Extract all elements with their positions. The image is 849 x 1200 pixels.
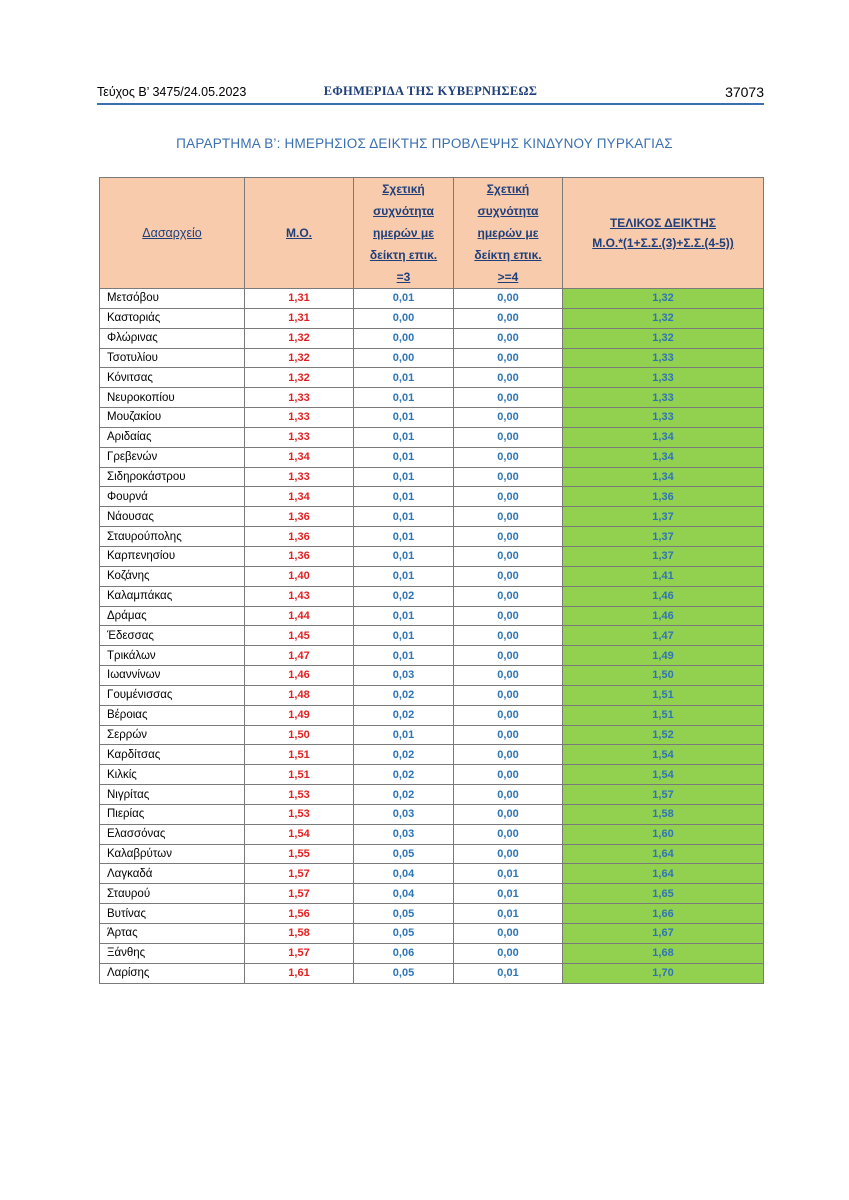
col-header-mean: Μ.Ο. [245,178,354,289]
forestry-name-cell: Φουρνά [100,487,245,507]
forestry-name-cell: Καρδίτσας [100,745,245,765]
freq3-cell: 0,01 [354,725,454,745]
col-header-final-index: ΤΕΛΙΚΟΣ ΔΕΙΚΤΗΣ Μ.Ο.*(1+Σ.Σ.(3)+Σ.Σ.(4-5)) [563,178,764,289]
forestry-name-cell: Καλαμπάκας [100,586,245,606]
freq3-cell: 0,00 [354,308,454,328]
mean-cell: 1,32 [245,328,354,348]
freq45-cell: 0,00 [454,467,563,487]
freq45-cell: 0,00 [454,388,563,408]
freq45-cell: 0,00 [454,487,563,507]
col-header-freq3: Σχετική συχνότητα ημερών με δείκτη επικ. =3 [354,178,454,289]
final-index-cell: 1,60 [563,824,764,844]
mean-cell: 1,47 [245,646,354,666]
freq3-cell: 0,01 [354,447,454,467]
freq3-cell: 0,01 [354,388,454,408]
table-row [100,447,764,467]
forestry-name-cell: Καλαβρύτων [100,844,245,864]
final-index-cell: 1,36 [563,487,764,507]
freq45-cell: 0,01 [454,864,563,884]
header-rule [97,103,764,105]
forestry-name-cell: Καστοριάς [100,308,245,328]
forestry-name-cell: Έδεσσας [100,626,245,646]
forestry-name-cell: Βυτίνας [100,904,245,924]
freq3-cell: 0,02 [354,765,454,785]
table-row [100,566,764,586]
table-row [100,904,764,924]
mean-cell: 1,61 [245,963,354,983]
final-index-cell: 1,37 [563,527,764,547]
final-index-cell: 1,41 [563,566,764,586]
table-row [100,348,764,368]
final-index-cell: 1,46 [563,586,764,606]
journal-title: ΕΦΗΜΕΡΙΔΑ ΤΗΣ ΚΥΒΕΡΝΗΣΕΩΣ [323,84,538,98]
table-row [100,884,764,904]
mean-cell: 1,36 [245,527,354,547]
freq45-cell: 0,00 [454,844,563,864]
forestry-name-cell: Σερρών [100,725,245,745]
freq45-cell: 0,00 [454,348,563,368]
freq45-cell: 0,00 [454,765,563,785]
final-index-cell: 1,57 [563,785,764,805]
mean-cell: 1,50 [245,725,354,745]
forestry-name-cell: Ξάνθης [100,943,245,963]
forestry-name-cell: Γρεβενών [100,447,245,467]
table-row [100,606,764,626]
mean-cell: 1,44 [245,606,354,626]
mean-cell: 1,57 [245,943,354,963]
table-header-row [100,178,764,289]
final-index-cell: 1,34 [563,427,764,447]
table-row [100,943,764,963]
forestry-name-cell: Νιγρίτας [100,785,245,805]
page-number: 37073 [725,84,764,100]
freq3-cell: 0,01 [354,467,454,487]
mean-cell: 1,43 [245,586,354,606]
freq3-cell: 0,03 [354,666,454,686]
freq45-cell: 0,00 [454,666,563,686]
forestry-name-cell: Δράμας [100,606,245,626]
freq45-cell: 0,00 [454,725,563,745]
forestry-name-cell: Νευροκοπίου [100,388,245,408]
freq3-cell: 0,00 [354,328,454,348]
table-row [100,685,764,705]
mean-cell: 1,51 [245,745,354,765]
table-row [100,328,764,348]
forestry-name-cell: Λαγκαδά [100,864,245,884]
forestry-name-cell: Σταυρού [100,884,245,904]
forestry-name-cell: Ιωαννίνων [100,666,245,686]
freq45-cell: 0,00 [454,606,563,626]
freq45-cell: 0,00 [454,408,563,428]
table-row [100,705,764,725]
mean-cell: 1,57 [245,864,354,884]
freq3-cell: 0,01 [354,606,454,626]
freq3-cell: 0,02 [354,745,454,765]
mean-cell: 1,33 [245,408,354,428]
table-row [100,507,764,527]
mean-cell: 1,53 [245,785,354,805]
freq3-cell: 0,03 [354,824,454,844]
col-header-forestry: Δασαρχείο [100,178,245,289]
table-row [100,527,764,547]
mean-cell: 1,32 [245,348,354,368]
final-index-cell: 1,66 [563,904,764,924]
forestry-name-cell: Μετσόβου [100,289,245,309]
freq45-cell: 0,00 [454,804,563,824]
mean-cell: 1,36 [245,507,354,527]
table-row [100,804,764,824]
mean-cell: 1,34 [245,447,354,467]
table-row [100,487,764,507]
forestry-name-cell: Κοζάνης [100,566,245,586]
final-index-cell: 1,67 [563,924,764,944]
freq45-cell: 0,01 [454,904,563,924]
freq3-cell: 0,01 [354,427,454,447]
table-row [100,427,764,447]
final-index-cell: 1,64 [563,864,764,884]
forestry-name-cell: Μουζακίου [100,408,245,428]
freq45-cell: 0,01 [454,963,563,983]
freq3-cell: 0,04 [354,864,454,884]
mean-cell: 1,48 [245,685,354,705]
forestry-name-cell: Βέροιας [100,705,245,725]
table-row [100,546,764,566]
freq45-cell: 0,00 [454,785,563,805]
freq45-cell: 0,00 [454,586,563,606]
final-index-cell: 1,54 [563,745,764,765]
fire-risk-table [99,177,764,984]
table-body [100,289,764,984]
mean-cell: 1,31 [245,308,354,328]
mean-cell: 1,33 [245,427,354,447]
forestry-name-cell: Σιδηροκάστρου [100,467,245,487]
final-index-cell: 1,51 [563,705,764,725]
freq3-cell: 0,05 [354,844,454,864]
freq3-cell: 0,01 [354,566,454,586]
freq45-cell: 0,00 [454,289,563,309]
mean-cell: 1,34 [245,487,354,507]
mean-cell: 1,33 [245,388,354,408]
final-index-cell: 1,68 [563,943,764,963]
mean-cell: 1,49 [245,705,354,725]
freq45-cell: 0,00 [454,368,563,388]
table-row [100,467,764,487]
mean-cell: 1,45 [245,626,354,646]
final-index-cell: 1,33 [563,348,764,368]
table-row [100,308,764,328]
final-index-cell: 1,33 [563,388,764,408]
forestry-name-cell: Τσοτυλίου [100,348,245,368]
table-row [100,586,764,606]
freq45-cell: 0,01 [454,884,563,904]
forestry-name-cell: Πιερίας [100,804,245,824]
table-row [100,765,764,785]
mean-cell: 1,36 [245,546,354,566]
mean-cell: 1,51 [245,765,354,785]
mean-cell: 1,58 [245,924,354,944]
freq3-cell: 0,01 [354,408,454,428]
table-row [100,388,764,408]
forestry-name-cell: Τρικάλων [100,646,245,666]
mean-cell: 1,53 [245,804,354,824]
issue-number: Τεύχος B’ 3475/24.05.2023 [97,85,247,99]
final-index-cell: 1,37 [563,507,764,527]
final-index-cell: 1,49 [563,646,764,666]
forestry-name-cell: Κιλκίς [100,765,245,785]
mean-cell: 1,54 [245,824,354,844]
freq3-cell: 0,05 [354,904,454,924]
freq3-cell: 0,01 [354,368,454,388]
mean-cell: 1,46 [245,666,354,686]
final-index-cell: 1,46 [563,606,764,626]
table-row [100,745,764,765]
freq3-cell: 0,02 [354,785,454,805]
forestry-name-cell: Νάουσας [100,507,245,527]
annex-title: ΠΑΡΑΡΤΗΜΑ Β’: ΗΜΕΡΗΣΙΟΣ ΔΕΙΚΤΗΣ ΠΡΟΒΛΕΨΗΣ ΚΙΝΔΥΝΟΥ ΠΥΡΚΑΓΙΑΣ [176,136,673,151]
freq45-cell: 0,00 [454,745,563,765]
freq45-cell: 0,00 [454,507,563,527]
mean-cell: 1,32 [245,368,354,388]
final-index-cell: 1,33 [563,368,764,388]
freq45-cell: 0,00 [454,527,563,547]
freq3-cell: 0,01 [354,487,454,507]
freq3-cell: 0,01 [354,626,454,646]
freq45-cell: 0,00 [454,646,563,666]
freq3-cell: 0,05 [354,924,454,944]
final-index-cell: 1,32 [563,308,764,328]
forestry-name-cell: Κόνιτσας [100,368,245,388]
freq3-cell: 0,03 [354,804,454,824]
freq45-cell: 0,00 [454,943,563,963]
final-index-cell: 1,64 [563,844,764,864]
table-row [100,924,764,944]
table-row [100,725,764,745]
table-row [100,963,764,983]
final-index-cell: 1,33 [563,408,764,428]
table-row [100,666,764,686]
forestry-name-cell: Ελασσόνας [100,824,245,844]
mean-cell: 1,33 [245,467,354,487]
freq45-cell: 0,00 [454,566,563,586]
forestry-name-cell: Καρπενησίου [100,546,245,566]
final-index-cell: 1,52 [563,725,764,745]
table-row [100,785,764,805]
table-row [100,824,764,844]
table-row [100,844,764,864]
final-index-cell: 1,54 [563,765,764,785]
freq3-cell: 0,02 [354,586,454,606]
forestry-name-cell: Σταυρούπολης [100,527,245,547]
table-row [100,408,764,428]
page-header [97,82,764,104]
freq3-cell: 0,02 [354,685,454,705]
final-index-cell: 1,47 [563,626,764,646]
final-index-cell: 1,58 [563,804,764,824]
col-header-freq45: Σχετική συχνότητα ημερών με δείκτη επικ. >=4 [454,178,563,289]
final-index-cell: 1,32 [563,289,764,309]
freq45-cell: 0,00 [454,328,563,348]
final-index-cell: 1,37 [563,546,764,566]
freq45-cell: 0,00 [454,447,563,467]
freq3-cell: 0,06 [354,943,454,963]
freq45-cell: 0,00 [454,308,563,328]
final-index-cell: 1,50 [563,666,764,686]
forestry-name-cell: Λαρίσης [100,963,245,983]
freq3-cell: 0,00 [354,348,454,368]
freq3-cell: 0,01 [354,527,454,547]
freq45-cell: 0,00 [454,705,563,725]
table-row [100,289,764,309]
mean-cell: 1,40 [245,566,354,586]
final-index-cell: 1,32 [563,328,764,348]
freq3-cell: 0,01 [354,507,454,527]
freq3-cell: 0,01 [354,289,454,309]
final-index-cell: 1,34 [563,467,764,487]
mean-cell: 1,31 [245,289,354,309]
final-index-cell: 1,51 [563,685,764,705]
freq45-cell: 0,00 [454,546,563,566]
freq45-cell: 0,00 [454,685,563,705]
freq3-cell: 0,01 [354,646,454,666]
table-row [100,646,764,666]
freq45-cell: 0,00 [454,824,563,844]
freq3-cell: 0,01 [354,546,454,566]
forestry-name-cell: Άρτας [100,924,245,944]
mean-cell: 1,55 [245,844,354,864]
freq3-cell: 0,02 [354,705,454,725]
freq45-cell: 0,00 [454,626,563,646]
table-row [100,626,764,646]
forestry-name-cell: Αριδαίας [100,427,245,447]
final-index-cell: 1,70 [563,963,764,983]
freq45-cell: 0,00 [454,427,563,447]
forestry-name-cell: Φλώρινας [100,328,245,348]
mean-cell: 1,57 [245,884,354,904]
table-row [100,864,764,884]
final-index-cell: 1,65 [563,884,764,904]
table-row [100,368,764,388]
forestry-name-cell: Γουμένισσας [100,685,245,705]
freq3-cell: 0,05 [354,963,454,983]
final-index-cell: 1,34 [563,447,764,467]
freq45-cell: 0,00 [454,924,563,944]
mean-cell: 1,56 [245,904,354,924]
freq3-cell: 0,04 [354,884,454,904]
